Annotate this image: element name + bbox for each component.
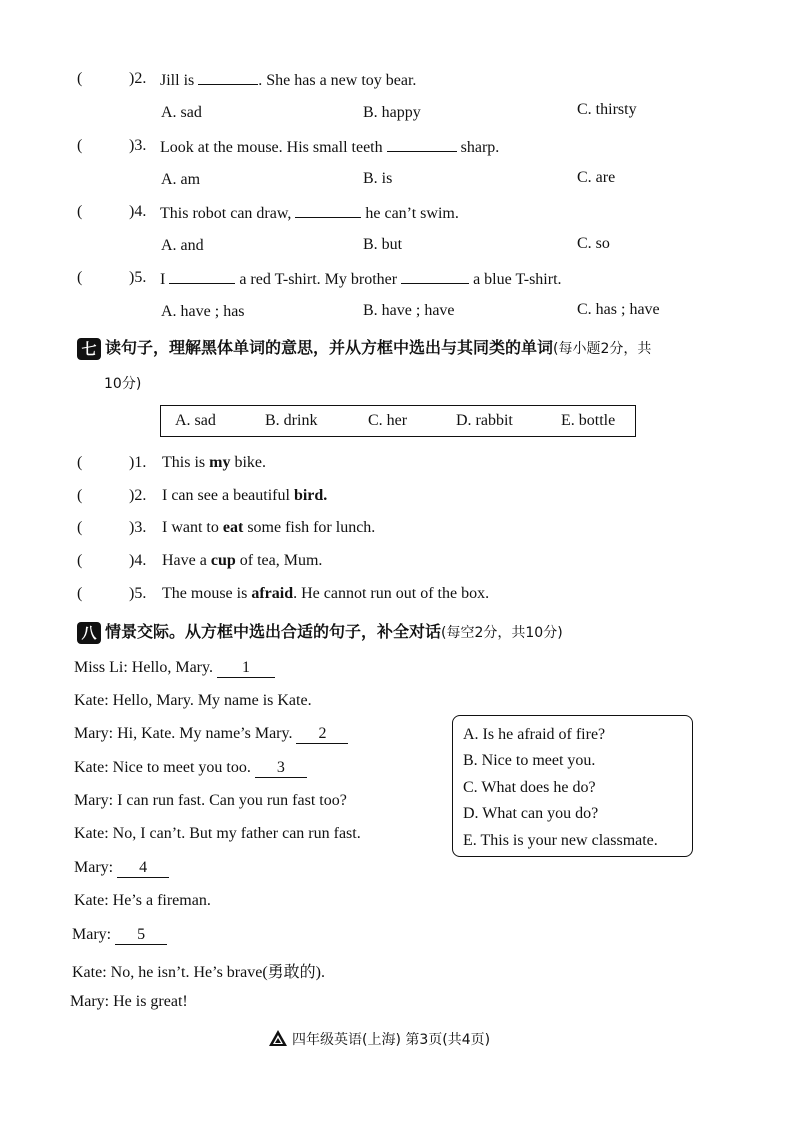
option-b[interactable]: B. happy (363, 104, 421, 121)
dialogue-line: Miss Li: Hello, Mary. 1 (74, 659, 275, 678)
publisher-logo-icon (268, 1029, 288, 1047)
page-footer: 四年级英语(上海) 第3页(共4页) (268, 1029, 490, 1049)
sentence: The mouse is afraid. He cannot run out of the box. (162, 585, 490, 602)
sentence-option: C. What does he do? (463, 779, 596, 796)
dialogue-line: Mary: He is great! (70, 993, 188, 1010)
fill-blank[interactable] (169, 269, 235, 284)
dialogue-line: Mary: Hi, Kate. My name’s Mary. 2 (74, 725, 348, 744)
answer-blank[interactable]: 1 (217, 659, 275, 678)
option-a[interactable]: A. have ; has (161, 303, 245, 320)
section-title: 八 情景交际。从方框中选出合适的句子，补全对话(每空2分，共10分) (77, 619, 563, 644)
section-note: 10分) (104, 376, 142, 392)
answer-blank[interactable]: 2 (296, 725, 348, 744)
dialogue-line: Mary: 4 (74, 859, 169, 878)
word-option: B. drink (265, 412, 318, 429)
dialogue-line: Mary: 5 (72, 926, 167, 945)
word-option: C. her (368, 412, 408, 429)
question-stem: I a red T-shirt. My brother a blue T-shirt. (160, 271, 562, 288)
section-badge: 八 (77, 622, 101, 644)
word-option: E. bottle (561, 412, 616, 429)
fill-blank[interactable] (401, 269, 469, 284)
fill-blank[interactable] (387, 137, 457, 152)
question-stem: Jill is . She has a new toy bear. (160, 72, 417, 89)
sentence: I can see a beautiful bird. (162, 487, 328, 504)
sentence-box (452, 715, 693, 857)
sentence-option: D. What can you do? (463, 805, 599, 822)
option-a[interactable]: A. and (161, 237, 204, 254)
word-option: D. rabbit (456, 412, 513, 429)
option-b[interactable]: B. is (363, 170, 393, 187)
word-box (160, 405, 636, 437)
dialogue-line: Kate: No, he isn’t. He’s brave(勇敢的). (72, 964, 325, 981)
section-title: 七 读句子，理解黑体单词的意思，并从方框中选出与其同类的单词(每小题2分，共 (77, 335, 651, 360)
option-b[interactable]: B. but (363, 236, 403, 253)
dialogue-line: Mary: I can run fast. Can you run fast too? (74, 792, 347, 809)
sentence: Have a cup of tea, Mum. (162, 552, 323, 569)
option-a[interactable]: A. sad (161, 104, 202, 121)
sentence-option: E. This is your new classmate. (463, 832, 658, 849)
dialogue-line: Kate: He’s a fireman. (74, 892, 211, 909)
sentence: I want to eat some fish for lunch. (162, 519, 376, 536)
option-c[interactable]: C. so (577, 235, 610, 252)
option-c[interactable]: C. has ; have (577, 301, 660, 318)
fill-blank[interactable] (295, 203, 361, 218)
answer-blank[interactable]: 5 (115, 926, 167, 945)
sentence-option: A. Is he afraid of fire? (463, 726, 606, 743)
fill-blank[interactable] (198, 70, 258, 85)
option-b[interactable]: B. have ; have (363, 302, 455, 319)
word-option: A. sad (175, 412, 216, 429)
dialogue-line: Kate: Nice to meet you too. 3 (74, 759, 307, 778)
dialogue-line: Kate: Hello, Mary. My name is Kate. (74, 692, 312, 709)
question-stem: This robot can draw, he can’t swim. (160, 205, 459, 222)
sentence-option: B. Nice to meet you. (463, 752, 596, 769)
option-a[interactable]: A. am (161, 171, 201, 188)
sentence: This is my bike. (162, 454, 266, 471)
section-badge: 七 (77, 338, 101, 360)
dialogue-line: Kate: No, I can’t. But my father can run fast. (74, 825, 361, 842)
answer-blank[interactable]: 3 (255, 759, 307, 778)
question-stem: Look at the mouse. His small teeth sharp. (160, 139, 500, 156)
option-c[interactable]: C. are (577, 169, 616, 186)
answer-blank[interactable]: 4 (117, 859, 169, 878)
option-c[interactable]: C. thirsty (577, 101, 637, 118)
